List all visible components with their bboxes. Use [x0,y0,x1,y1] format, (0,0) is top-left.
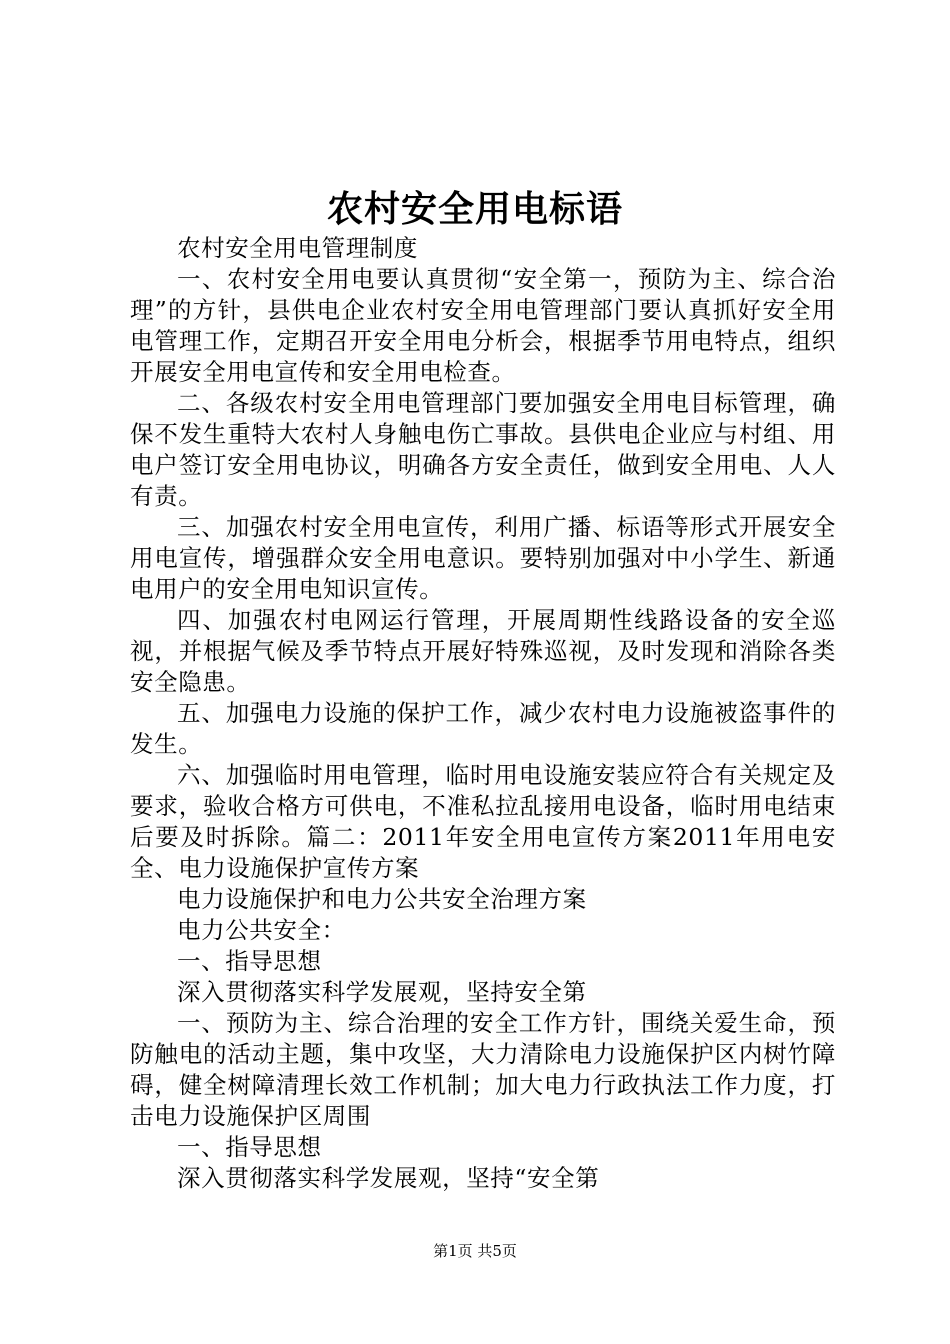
paragraph: 电力设施保护和电力公共安全治理方案 [177,885,587,913]
paragraph: 电力公共安全： [177,916,346,944]
paragraph: 二、各级农村安全用电管理部门要加强安全用电目标管理，确保不发生重特大农村人身触电伤亡事故。县供电企业应与村组、用电户签订安全用电协议，明确各方安全责任，做到安全用电、人人有责。 [130,389,836,510]
page-title: 农村安全用电标语 [326,188,623,230]
paragraph: 深入贯彻落实科学发展观，坚持“安全第 [177,1164,600,1192]
page-footer: 第1页 共5页 [433,1242,517,1260]
paragraph: 四、加强农村电网运行管理，开展周期性线路设备的安全巡视，并根据气候及季节特点开展好特殊巡视，及时发现和消除各类安全隐患。 [130,606,836,696]
paragraph: 农村安全用电管理制度 [177,234,418,262]
paragraph: 一、农村安全用电要认真贯彻“安全第一，预防为主、综合治理”的方针，县供电企业农村安全用电管理部门要认真抓好安全用电管理工作，定期召开安全用电分析会，根据季节用电特点，组织开展安全用电宣传和安全用电检查。 [130,265,836,386]
paragraph: 深入贯彻落实科学发展观，坚持安全第 [177,978,587,1006]
paragraph: 五、加强电力设施的保护工作，减少农村电力设施被盗事件的发生。 [130,699,836,758]
paragraph: 六、加强临时用电管理，临时用电设施安装应符合有关规定及要求，验收合格方可供电，不准私拉乱接用电设备，临时用电结束后要及时拆除。篇二：2011年安全用电宣传方案2011年用电安全、电力设施保护宣传方案 [130,761,836,882]
paragraph: 三、加强农村安全用电宣传，利用广播、标语等形式开展安全用电宣传，增强群众安全用电意识。要特别加强对中小学生、新通电用户的安全用电知识宣传。 [130,513,836,603]
paragraph: 一、指导思想 [177,947,322,975]
paragraph: 一、预防为主、综合治理的安全工作方针，围绕关爱生命，预防触电的活动主题，集中攻坚，大力清除电力设施保护区内树竹障碍，健全树障清理长效工作机制；加大电力行政执法工作力度，打击电力设施保护区周围 [130,1009,836,1130]
document-body [130,233,836,1194]
paragraph: 一、指导思想 [177,1133,322,1161]
